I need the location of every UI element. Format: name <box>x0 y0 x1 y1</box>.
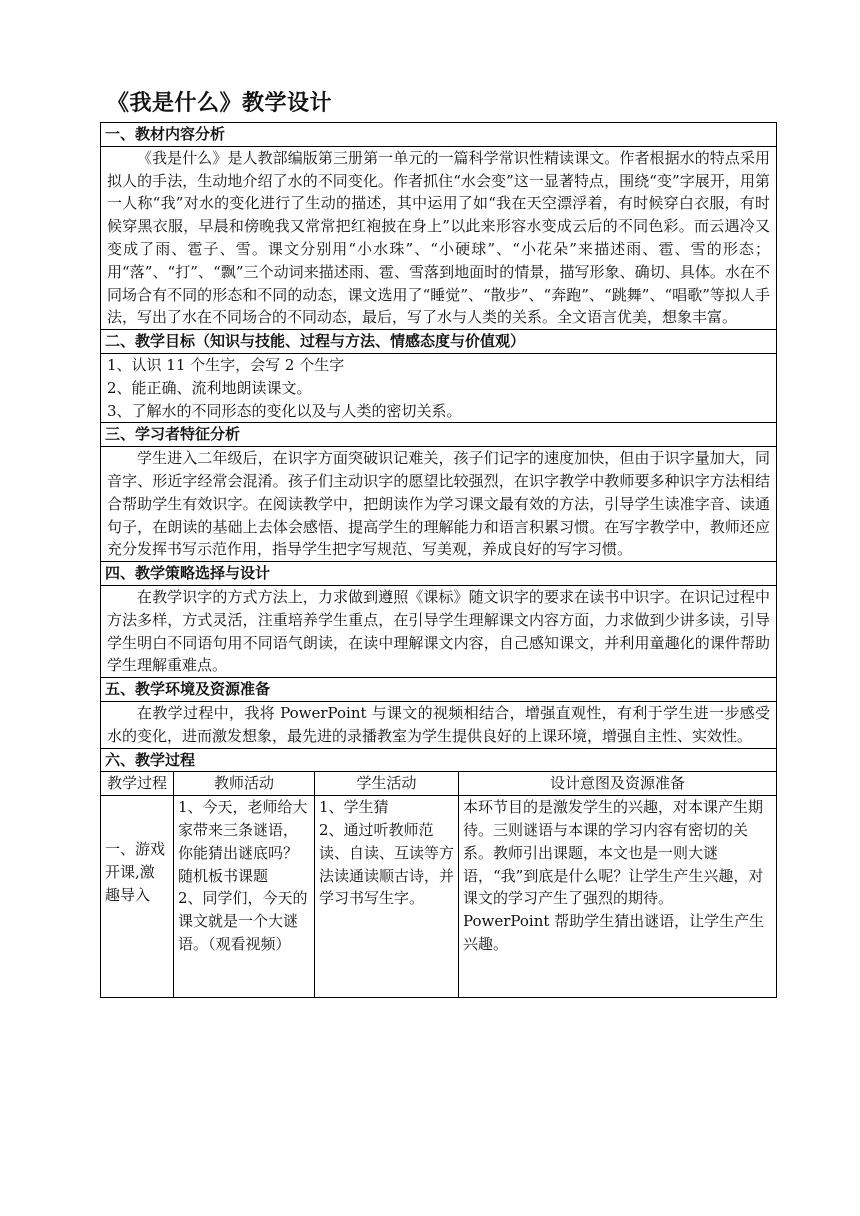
section-6-heading-row <box>101 748 777 772</box>
section-1-text: 《我是什么》是人教部编版第三册第一单元的一篇科学常识性精读课文。作者根据水的特点采用拟人的手法，生动地介绍了水的不同变化。作者抓住“水会变”这一显著特点，围绕“变”字展开，用第一人称“我”对水的变化进行了生动的描述，其中运用了如“我在天空漂浮着，有时候穿白衣服，有时候穿黑衣服，早晨和傍晚我又常常把红袍披在身上”以此来形容水变成云后的不同色彩。而云遇冷又变成了雨、雹子、雪。课文分别用“小水珠”、“小硬球”、“小花朵”来描述雨、雹、雪的形态；用“落”、“打”、“飘”三个动词来描述雨、雹、雪落到地面时的情景，描写形象、确切、具体。水在不同场合有不同的形态和不同的动态，课文选用了“睡觉”、“散步”、“奔跑”、“跳舞”、“唱歌”等拟人手法，写出了水在不同场合的不同动态，最后，写了水与人类的关系。全文语言优美，想象丰富。 <box>107 148 771 327</box>
section-3-heading-row <box>101 423 777 447</box>
process-stage-cell: 一、游戏开课,激趣导入 <box>101 796 174 998</box>
design-intent-cell: 本环节目的是激发学生的兴趣，对本课产生期待。三则谜语与本课的学习内容有密切的关系。教师引出课题，本文也是一则大谜语，“我”到底是什么呢？让学生产生兴趣，对课文的学习产生了强烈的期待。 PowerPoint 帮助学生猜出谜语，让学生产生兴趣。 <box>459 796 777 998</box>
section-2-heading: 二、教学目标（知识与技能、过程与方法、情感态度与价值观） <box>101 330 777 354</box>
section-2-heading-row <box>101 330 777 354</box>
section-5-heading-row <box>101 678 777 702</box>
process-header-row <box>101 772 777 796</box>
section-2-body-row <box>101 353 777 422</box>
section-4-heading: 四、教学策略选择与设计 <box>101 562 777 586</box>
section-5-heading: 五、教学环境及资源准备 <box>101 678 777 702</box>
objective-item: 3、了解水的不同形态的变化以及与人类的密切关系。 <box>107 401 462 420</box>
column-header-stage: 教学过程 <box>101 772 174 796</box>
column-header-student: 学生活动 <box>315 772 459 796</box>
section-6-heading: 六、教学过程 <box>101 748 777 772</box>
teacher-activity-cell: 1、今天，老师给大家带来三条谜语，你能猜出谜底吗？随机板书课题 2、同学们，今天的课文就是一个大谜语。（观看视频） <box>174 796 315 998</box>
section-4-heading-row <box>101 562 777 586</box>
column-header-teacher: 教师活动 <box>174 772 315 796</box>
section-1-heading-row <box>101 123 777 147</box>
document-title: 《我是什么》教学设计 <box>107 91 333 116</box>
column-header-design: 设计意图及资源准备 <box>459 772 777 796</box>
section-3-text: 学生进入二年级后，在识字方面突破识记难关，孩子们记字的速度加快，但由于识字量加大，同音字、形近字经常会混淆。孩子们主动识字的愿望比较强烈，在识字教学中教师要多种识字方法相结合帮助学生有效识字。在阅读教学中，把朗读作为学习课文最有效的方法，引导学生读准字音、读通句子，在朗读的基础上去体会感悟、提高学生的理解能力和语言积累习惯。在写字教学中，教师还应充分发挥书写示范作用，指导学生把字写规范、写美观，养成良好的写字习惯。 <box>107 449 771 559</box>
section-3-heading: 三、学习者特征分析 <box>101 423 777 447</box>
objective-item: 2、能正确、流利地朗读课文。 <box>107 378 312 397</box>
section-1-heading: 一、教材内容分析 <box>101 123 777 147</box>
section-5-body-row <box>101 701 777 748</box>
section-4-text: 在教学识字的方式方法上，力求做到遵照《课标》随文识字的要求在读书中识字。在识记过程中方法多样，方式灵活，注重培养学生重点，在引导学生理解课文内容方面，力求做到少讲多读，引导学生明白不同语句用不同语气朗读，在读中理解课文内容，自己感知课文，并利用童趣化的课件帮助学生理解重难点。 <box>107 587 771 675</box>
student-activity-cell: 1、学生猜 2、通过听教师范读、自读、互读等方法读通读顺古诗，并学习书写生字。 <box>315 796 459 998</box>
lesson-plan-table <box>100 122 777 998</box>
section-4-body-row <box>101 585 777 677</box>
section-3-body-row <box>101 447 777 562</box>
process-row <box>101 796 777 998</box>
objective-item: 1、认识 11 个生字，会写 2 个生字 <box>107 355 345 374</box>
section-1-body-row <box>101 146 777 329</box>
section-5-text: 在教学过程中，我将 PowerPoint 与课文的视频相结合，增强直观性，有利于学生进一步感受水的变化，进而激发想象，最先进的录播教室为学生提供良好的上课环境，增强自主性、实效性。 <box>107 703 771 745</box>
